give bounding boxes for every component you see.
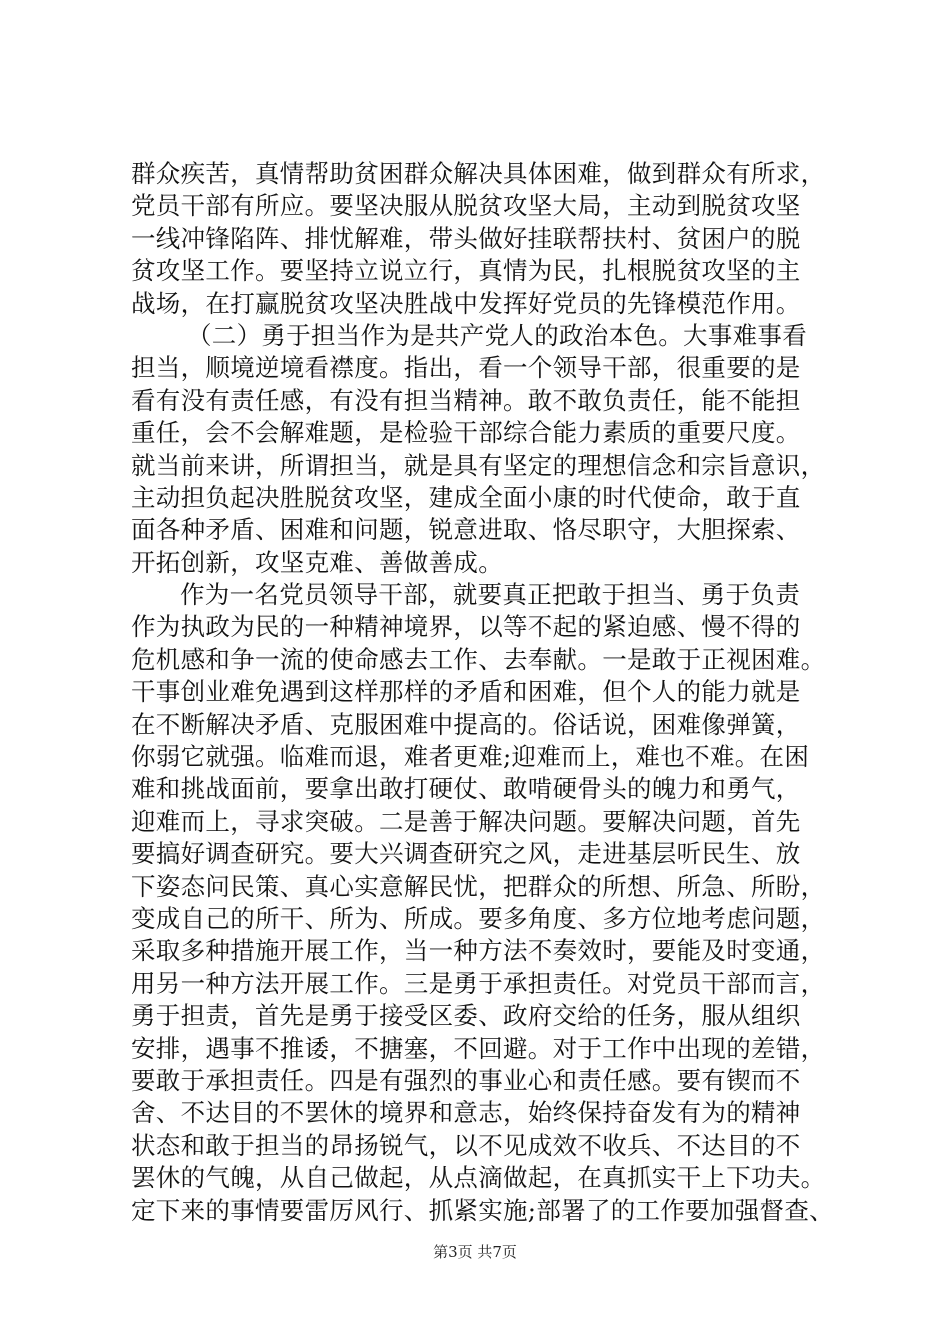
text-line: 担当，顺境逆境看襟度。指出，看一个领导干部，很重要的是: [131, 353, 801, 383]
text-line: 采取多种措施开展工作，当一种方法不奏效时，要能及时变通，: [131, 936, 826, 966]
text-line: 在不断解决矛盾、克服困难中提高的。俗话说，困难像弹簧，: [131, 709, 801, 739]
text-line: 勇于担责，首先是勇于接受区委、政府交给的任务，服从组织: [131, 1001, 801, 1031]
text-line: 重任，会不会解难题，是检验干部综合能力素质的重要尺度。: [131, 418, 801, 448]
text-line: 战场，在打赢脱贫攻坚决胜战中发挥好党员的先锋模范作用。: [131, 288, 801, 318]
text-line: 状态和敢于担当的昂扬锐气，以不见成效不收兵、不达目的不: [131, 1130, 801, 1160]
text-line: 干事创业难免遇到这样那样的矛盾和困难，但个人的能力就是: [131, 677, 801, 707]
text-line: 危机感和争一流的使命感去工作、去奉献。一是敢于正视困难。: [131, 644, 826, 674]
text-line: 群众疾苦，真情帮助贫困群众解决具体困难，做到群众有所求，: [131, 159, 826, 188]
text-line: 贫攻坚工作。要坚持立说立行，真情为民，扎根脱贫攻坚的主: [131, 256, 801, 286]
text-line: 罢休的气魄，从自己做起，从点滴做起，在真抓实干上下功夫。: [131, 1163, 826, 1193]
paragraph-start-line: 作为一名党员领导干部，就要真正把敢于担当、勇于负责: [180, 580, 800, 610]
text-line: 用另一种方法开展工作。三是勇于承担责任。对党员干部而言，: [131, 968, 826, 998]
text-line: 舍、不达目的不罢休的境界和意志，始终保持奋发有为的精神: [131, 1098, 801, 1128]
text-line: 你弱它就强。临难而退，难者更难;迎难而上，难也不难。在困: [131, 742, 810, 772]
text-line: 迎难而上，寻求突破。二是善于解决问题。要解决问题，首先: [131, 806, 801, 836]
text-line: 一线冲锋陷阵、排忧解难，带头做好挂联帮扶村、贫困户的脱: [131, 223, 801, 253]
page-number: 第3页 共7页: [433, 1243, 517, 1261]
text-line: 下姿态问民策、真心实意解民忧，把群众的所想、所急、所盼，: [131, 871, 826, 901]
text-line: 要搞好调查研究。要大兴调查研究之风，走进基层听民生、放: [131, 839, 801, 869]
text-line: 变成自己的所干、所为、所成。要多角度、多方位地考虑问题，: [131, 903, 826, 933]
text-line: 就当前来讲，所谓担当，就是具有坚定的理想信念和宗旨意识，: [131, 450, 826, 480]
paragraph-start-line: （二）勇于担当作为是共产党人的政治本色。大事难事看: [187, 320, 807, 350]
text-line: 面各种矛盾、困难和问题，锐意进取、恪尽职守，大胆探索、: [131, 515, 801, 545]
text-line: 作为执政为民的一种精神境界，以等不起的紧迫感、慢不得的: [131, 612, 801, 642]
text-line: 看有没有责任感，有没有担当精神。敢不敢负责任，能不能担: [131, 385, 801, 415]
text-line: 开拓创新，攻坚克难、善做善成。: [131, 547, 503, 577]
text-line: 安排，遇事不推诿，不搪塞，不回避。对于工作中出现的差错，: [131, 1033, 826, 1063]
text-line: 定下来的事情要雷厉风行、抓紧实施;部署了的工作要加强督查、: [131, 1195, 834, 1225]
document-body: [131, 158, 834, 1227]
text-line: 党员干部有所应。要坚决服从脱贫攻坚大局，主动到脱贫攻坚: [131, 191, 801, 221]
text-line: 难和挑战面前，要拿出敢打硬仗、敢啃硬骨头的魄力和勇气，: [131, 774, 801, 804]
text-line: 主动担负起决胜脱贫攻坚，建成全面小康的时代使命，敢于直: [131, 482, 801, 512]
text-line: 要敢于承担责任。四是有强烈的事业心和责任感。要有锲而不: [131, 1065, 801, 1095]
